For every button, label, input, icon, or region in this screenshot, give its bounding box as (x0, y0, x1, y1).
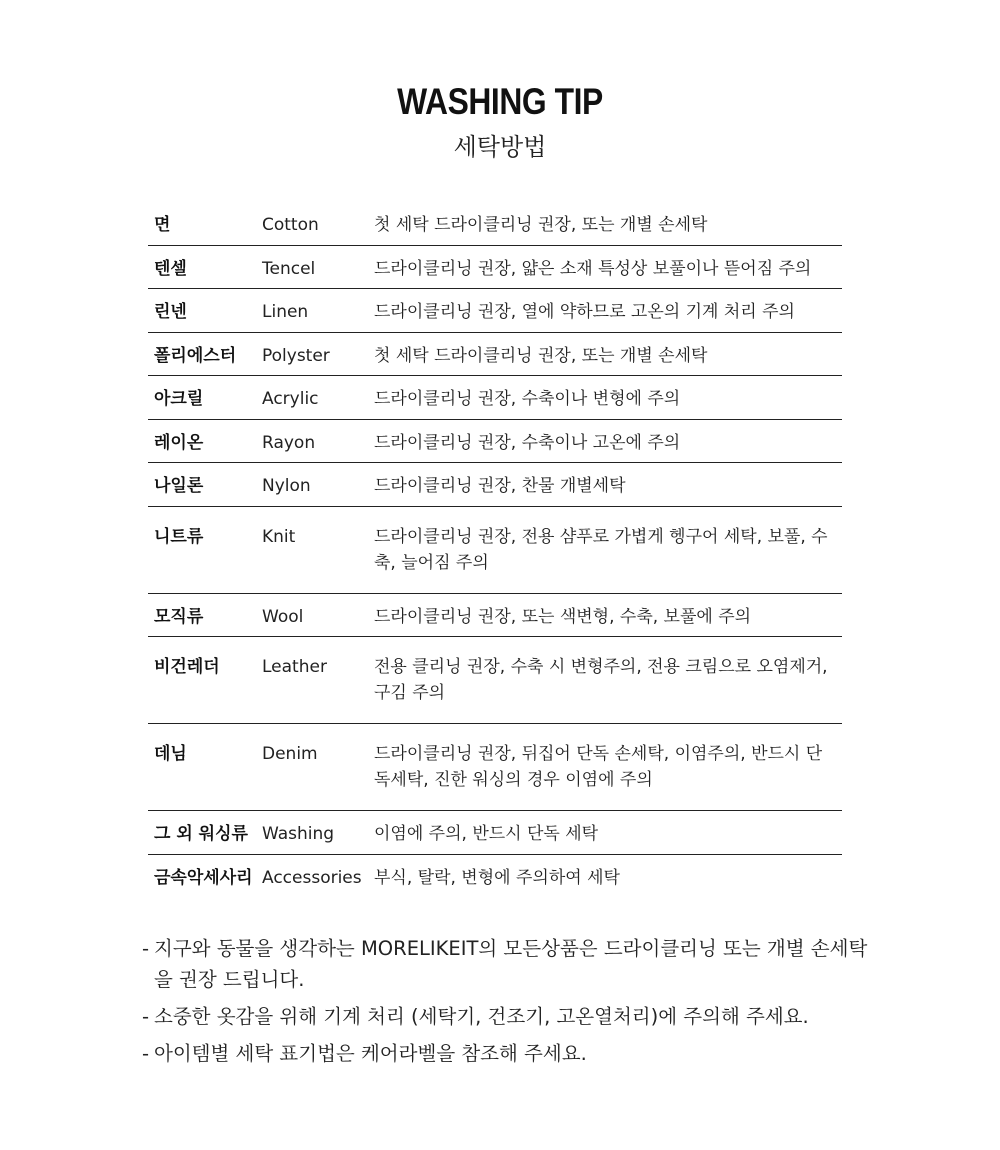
care-instruction: 이염에 주의, 반드시 단독 세탁 (374, 824, 599, 844)
table-row (148, 333, 842, 377)
note-text: 아이템별 세탁 표기법은 케어라벨을 참조해 주세요. (154, 1042, 587, 1065)
note-bullet: - (142, 1005, 150, 1028)
care-instruction: 드라이클리닝 권장, 찬물 개별세탁 (374, 476, 626, 496)
fabric-name-ko: 텐셀 (154, 258, 187, 279)
fabric-name-en: Acrylic (262, 389, 319, 409)
fabric-name-en: Tencel (262, 258, 316, 279)
fabric-name-en: Denim (262, 744, 318, 764)
care-instruction: 전용 클리닝 권장, 수축 시 변형주의, 전용 크림으로 오염제거,구김 주의 (374, 657, 828, 703)
note-item (142, 933, 872, 995)
fabric-name-ko: 니트류 (154, 526, 204, 547)
care-notes (142, 933, 872, 1075)
care-instruction: 드라이클리닝 권장, 전용 샴푸로 가볍게 헹구어 세탁, 보풀, 수축, 늘어짐 주의 (374, 526, 828, 573)
fabric-name-en: Linen (262, 302, 309, 322)
fabric-name-en: Wool (262, 606, 304, 627)
care-instruction: 첫 세탁 드라이클리닝 권장, 또는 개별 손세탁 (374, 345, 708, 366)
fabric-name-ko: 데님 (154, 744, 187, 764)
note-bullet: - (142, 1042, 150, 1065)
care-instruction: 드라이클리닝 권장, 얇은 소재 특성상 보풀이나 뜯어짐 주의 (374, 258, 812, 279)
care-instruction: 드라이클리닝 권장, 수축이나 변형에 주의 (374, 389, 681, 409)
note-text: 소중한 옷감을 위해 기계 처리 (세탁기, 건조기, 고온열처리)에 주의해 주세요. (154, 1005, 809, 1028)
fabric-name-en: Washing (262, 824, 335, 844)
table-row (148, 202, 842, 246)
fabric-name-ko: 모직류 (154, 606, 204, 627)
fabric-name-en: Knit (262, 526, 296, 547)
fabric-name-ko: 그 외 워싱류 (154, 824, 248, 844)
table-row (148, 507, 842, 594)
page-subtitle: 세탁방법 (453, 133, 547, 161)
care-instruction: 드라이클리닝 권장, 뒤집어 단독 손세탁, 이염주의, 반드시 단독세탁, 진한 워싱의 경우 이염에 주의 (374, 744, 823, 790)
table-row (148, 376, 842, 420)
care-instruction: 드라이클리닝 권장, 수축이나 고온에 주의 (374, 432, 681, 453)
fabric-name-ko: 면 (154, 215, 171, 235)
table-row (148, 246, 842, 290)
fabric-name-en: Nylon (262, 476, 311, 496)
table-row (148, 594, 842, 638)
fabric-name-en: Polyster (262, 345, 330, 366)
table-row (148, 420, 842, 464)
page-title: WASHING TIP (397, 81, 603, 122)
care-instruction: 첫 세탁 드라이클리닝 권장, 또는 개별 손세탁 (374, 215, 708, 235)
fabric-name-ko: 나일론 (154, 476, 204, 496)
care-instruction: 드라이클리닝 권장, 또는 색변형, 수축, 보풀에 주의 (374, 606, 752, 627)
note-item (142, 1001, 872, 1032)
table-row (148, 724, 842, 811)
note-item (142, 1038, 872, 1069)
fabric-name-en: Leather (262, 657, 327, 677)
note-text: 지구와 동물을 생각하는 MORELIKEIT의 모든상품은 드라이클리닝 또는 개별 손세탁을 권장 드립니다. (154, 937, 868, 991)
care-instruction: 드라이클리닝 권장, 열에 약하므로 고온의 기계 처리 주의 (374, 302, 795, 322)
table-row (148, 811, 842, 855)
fabric-name-ko: 금속악세사리 (154, 867, 253, 888)
fabric-name-ko: 비건레더 (154, 657, 220, 677)
note-bullet: - (142, 937, 150, 960)
care-instruction: 부식, 탈락, 변형에 주의하여 세탁 (374, 867, 620, 888)
fabric-name-ko: 폴리에스터 (154, 345, 237, 366)
fabric-name-en: Accessories (262, 867, 362, 888)
fabric-care-table (148, 202, 842, 898)
table-row (148, 289, 842, 333)
fabric-name-en: Rayon (262, 432, 316, 453)
table-row (148, 463, 842, 507)
table-row (148, 637, 842, 724)
table-row (148, 855, 842, 899)
fabric-name-en: Cotton (262, 215, 319, 235)
fabric-name-ko: 린넨 (154, 302, 187, 322)
fabric-name-ko: 레이온 (154, 432, 204, 453)
fabric-name-ko: 아크릴 (154, 389, 204, 409)
